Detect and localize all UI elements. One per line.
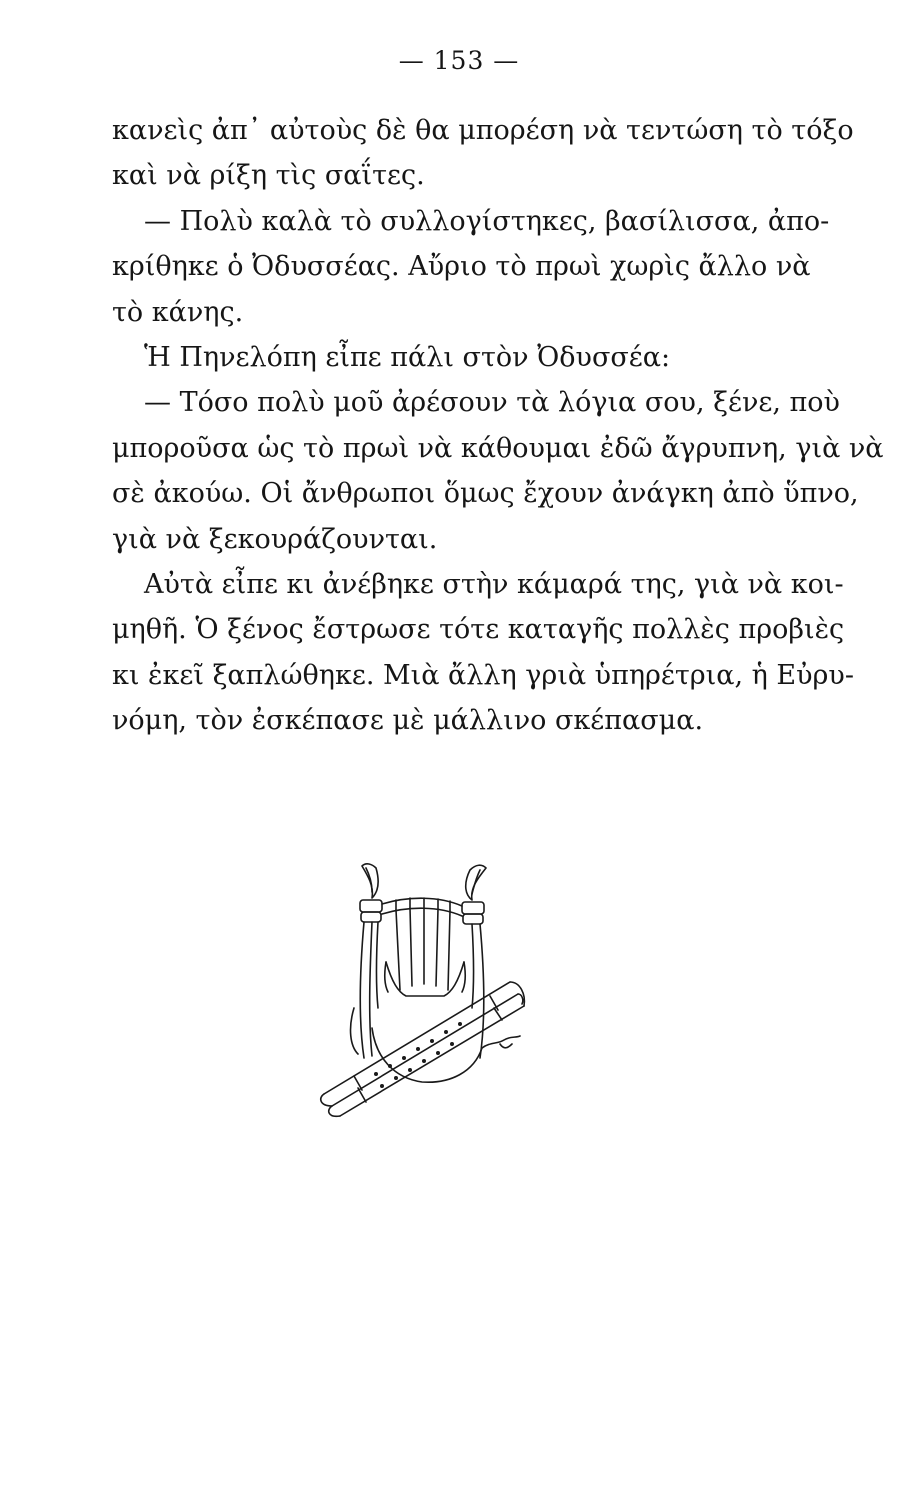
text-line: κρίθηκε ὁ Ὀδυσσέας. Αὔριο τὸ πρωὶ χωρὶς ἄλλο νὰ <box>112 251 811 283</box>
text-line: — Τόσο πολὺ μοῦ ἀρέσουν τὰ λόγια σου, ξένε, ποὺ <box>144 387 840 419</box>
text-line: μηθῆ. Ὁ ξένος ἔστρωσε τότε καταγῆς πολλὲς προβιὲς <box>112 614 845 646</box>
text-line: Ἡ Πηνελόπη εἶπε πάλι στὸν Ὀδυσσέα: <box>144 342 671 374</box>
text-line: κι ἐκεῖ ξαπλώθηκε. Μιὰ ἄλλη γριὰ ὑπηρέτρια, ἡ Εὐρυ- <box>112 659 854 691</box>
text-line: τὸ κάνης. <box>112 296 244 328</box>
text-line: νόμη, τὸν ἐσκέπασε μὲ μάλλινο σκέπασμα. <box>112 705 704 737</box>
text-body <box>112 108 884 744</box>
text-line: μποροῦσα ὡς τὸ πρωὶ νὰ κάθουμαι ἐδῶ ἄγρυπνη, γιὰ νὰ <box>112 432 884 464</box>
text-line: Αὐτὰ εἶπε κι ἀνέβηκε στὴν κάμαρά της, γιὰ νὰ κοι- <box>144 569 844 601</box>
text-line: σὲ ἀκούω. Οἱ ἄνθρωποι ὅμως ἔχουν ἀνάγκη ἀπὸ ὕπνο, <box>112 478 859 510</box>
text-line: κανεὶς ἀπ᾿ αὐτοὺς δὲ θα μπορέση νὰ τεντώση τὸ τόξο <box>112 115 854 146</box>
lyre-and-flute-icon <box>314 858 534 1120</box>
page-number: — 153 — <box>398 46 520 75</box>
text-line: γιὰ νὰ ξεκουράζουνται. <box>112 523 438 555</box>
text-line: καὶ νὰ ρίξη τὶς σαΐτες. <box>112 160 425 192</box>
text-line: — Πολὺ καλὰ τὸ συλλογίστηκες, βασίλισσα, ἀπο- <box>144 205 830 237</box>
